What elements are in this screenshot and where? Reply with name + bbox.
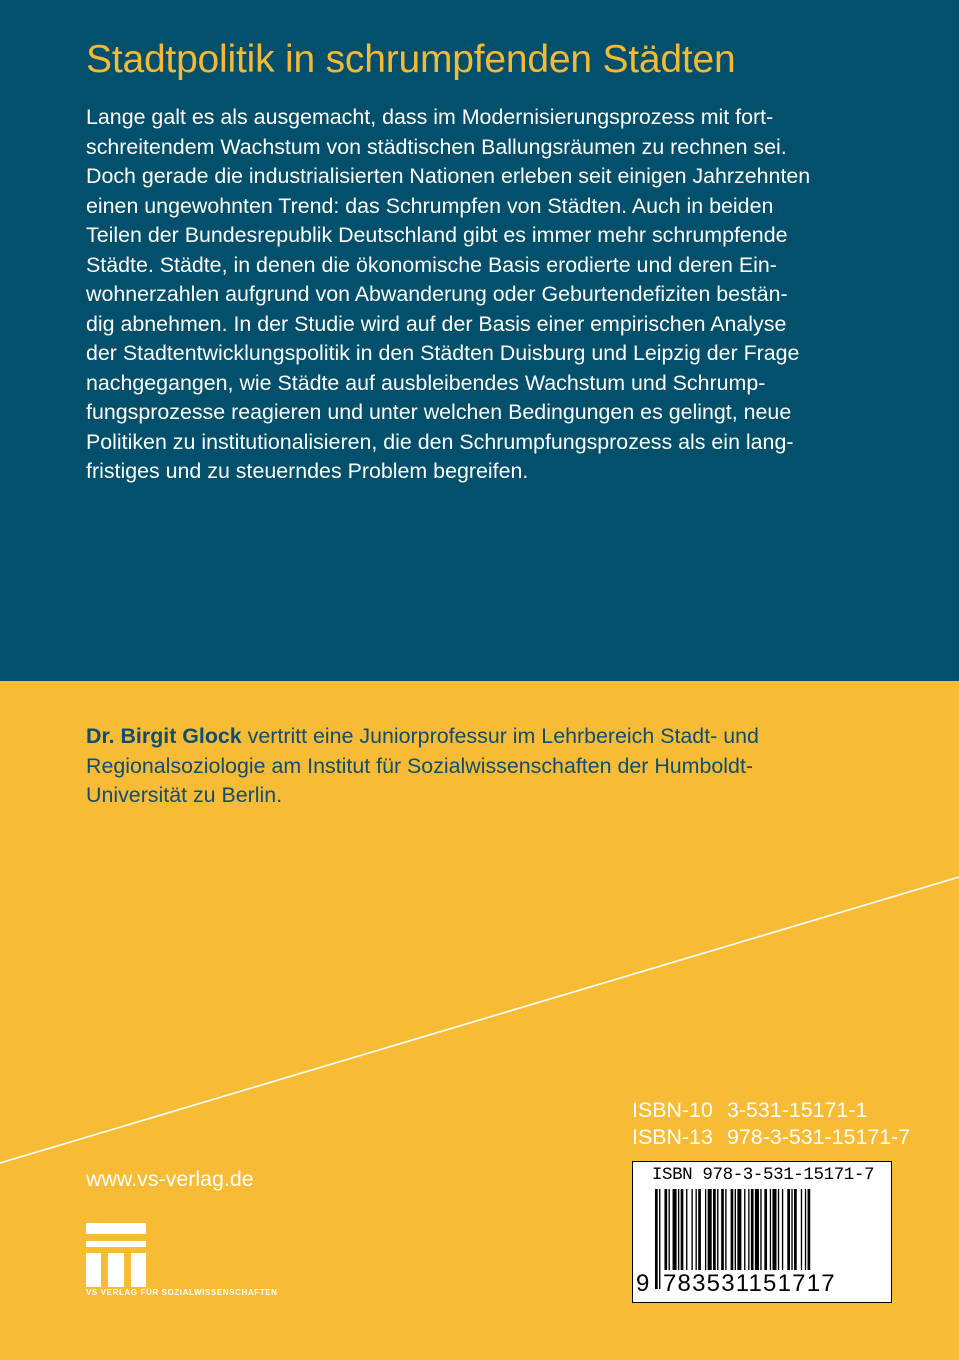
barcode-bar <box>787 1189 790 1271</box>
barcode-bar <box>717 1189 718 1271</box>
barcode-bar <box>782 1189 783 1271</box>
blurb-line: fungsprozesse reagieren und unter welchen Bedingungen es gelingt, neue <box>86 400 792 424</box>
isbn-13-row <box>632 1124 910 1151</box>
blurb-line: Teilen der Bundesrepublik Deutschland gibt es immer mehr schrumpfende <box>86 223 788 247</box>
blurb-line: der Stadtentwicklungspolitik in den Städten Duisburg und Leipzig der Frage <box>86 341 800 365</box>
barcode-digits: 783531151717 <box>663 1270 887 1298</box>
barcode-bar <box>655 1189 658 1289</box>
blurb-line: Doch gerade die industrialisierten Nationen erleben seit einigen Jahrzehnten <box>86 164 811 188</box>
barcode-bar <box>737 1189 741 1271</box>
barcode-bar <box>708 1189 712 1271</box>
blurb-line: schreitendem Wachstum von städtischen Ballungsräumen zu rechnen sei. <box>86 134 787 159</box>
barcode-bar <box>794 1189 797 1271</box>
barcode-bar <box>721 1189 724 1271</box>
author-name: Dr. Birgit Glock <box>86 724 242 748</box>
barcode-bar <box>744 1189 745 1271</box>
barcode-bar <box>686 1189 687 1271</box>
barcode-bar <box>691 1189 692 1271</box>
barcode-bar <box>805 1189 806 1271</box>
barcode-bar <box>770 1189 771 1271</box>
barcode-bar <box>659 1189 660 1289</box>
barcode-first-digit: 9 <box>636 1270 650 1297</box>
barcode-bar <box>791 1189 792 1271</box>
barcode-isbn-text: ISBN 978-3-531-15171-7 <box>651 1165 875 1185</box>
blurb-text <box>86 103 876 487</box>
barcode-bar <box>664 1189 667 1271</box>
barcode-bar <box>760 1189 761 1271</box>
barcode-bar <box>755 1189 759 1271</box>
isbn-value: 3-531-15171-1 <box>727 1098 868 1122</box>
barcode-bar <box>698 1189 701 1271</box>
isbn-label: ISBN-13 <box>632 1125 713 1149</box>
barcode-bar <box>801 1189 802 1271</box>
blurb-line: Politiken zu institutionalisieren, die den Schrumpfungsprozess als ein lang- <box>86 429 794 454</box>
blurb-line: fristiges und zu steuerndes Problem begreifen. <box>86 459 529 483</box>
isbn-value: 978-3-531-15171-7 <box>727 1125 911 1149</box>
barcode-bar <box>748 1189 749 1271</box>
publisher-name: VS VERLAG FÜR SOZIALWISSENSCHAFTEN <box>86 1288 278 1297</box>
barcode-bar <box>751 1189 754 1271</box>
bio-line: Universität zu Berlin. <box>86 783 283 807</box>
barcode-bar <box>772 1189 776 1271</box>
barcode <box>632 1161 892 1303</box>
publisher-website[interactable]: www.vs-verlag.de <box>86 1167 254 1191</box>
isbn-label: ISBN-10 <box>632 1098 713 1122</box>
isbn-block <box>632 1097 910 1151</box>
bio-line: Regionalsoziologie am Institut für Sozialwissenschaften der Humboldt- <box>86 753 754 778</box>
blurb-line: wohnerzahlen aufgrund von Abwanderung oder Geburtendefiziten bestän- <box>86 282 788 306</box>
barcode-bar <box>725 1189 726 1271</box>
barcode-bar <box>681 1189 684 1271</box>
blurb-line: Städte. Städte, in denen die ökonomische Basis erodierte und deren Ein- <box>86 252 777 277</box>
barcode-bar <box>764 1189 767 1271</box>
barcode-bar <box>673 1189 677 1271</box>
blurb-line: nachgegangen, wie Städte auf ausbleibendes Wachstum und Schrump- <box>86 370 766 395</box>
author-bio <box>86 722 886 811</box>
book-title: Stadtpolitik in schrumpfenden Städten <box>86 38 736 81</box>
isbn-10-row <box>632 1097 910 1124</box>
barcode-bar <box>713 1189 716 1271</box>
blurb-line: dig abnehmen. In der Studie wird auf der Basis einer empirischen Analyse <box>86 311 787 336</box>
barcode-bar <box>778 1189 779 1271</box>
barcode-bar <box>678 1189 679 1271</box>
barcode-bar <box>705 1189 706 1271</box>
barcode-bar <box>696 1189 697 1271</box>
barcode-bar <box>669 1189 670 1271</box>
blurb-line: Lange galt es als ausgemacht, dass im Modernisierungsprozess mit fort- <box>86 105 774 129</box>
blurb-line: einen ungewohnten Trend: das Schrumpfen von Städten. Auch in beiden <box>86 193 774 218</box>
bio-line: vertritt eine Juniorprofessur im Lehrbereich Stadt- und <box>241 724 759 748</box>
